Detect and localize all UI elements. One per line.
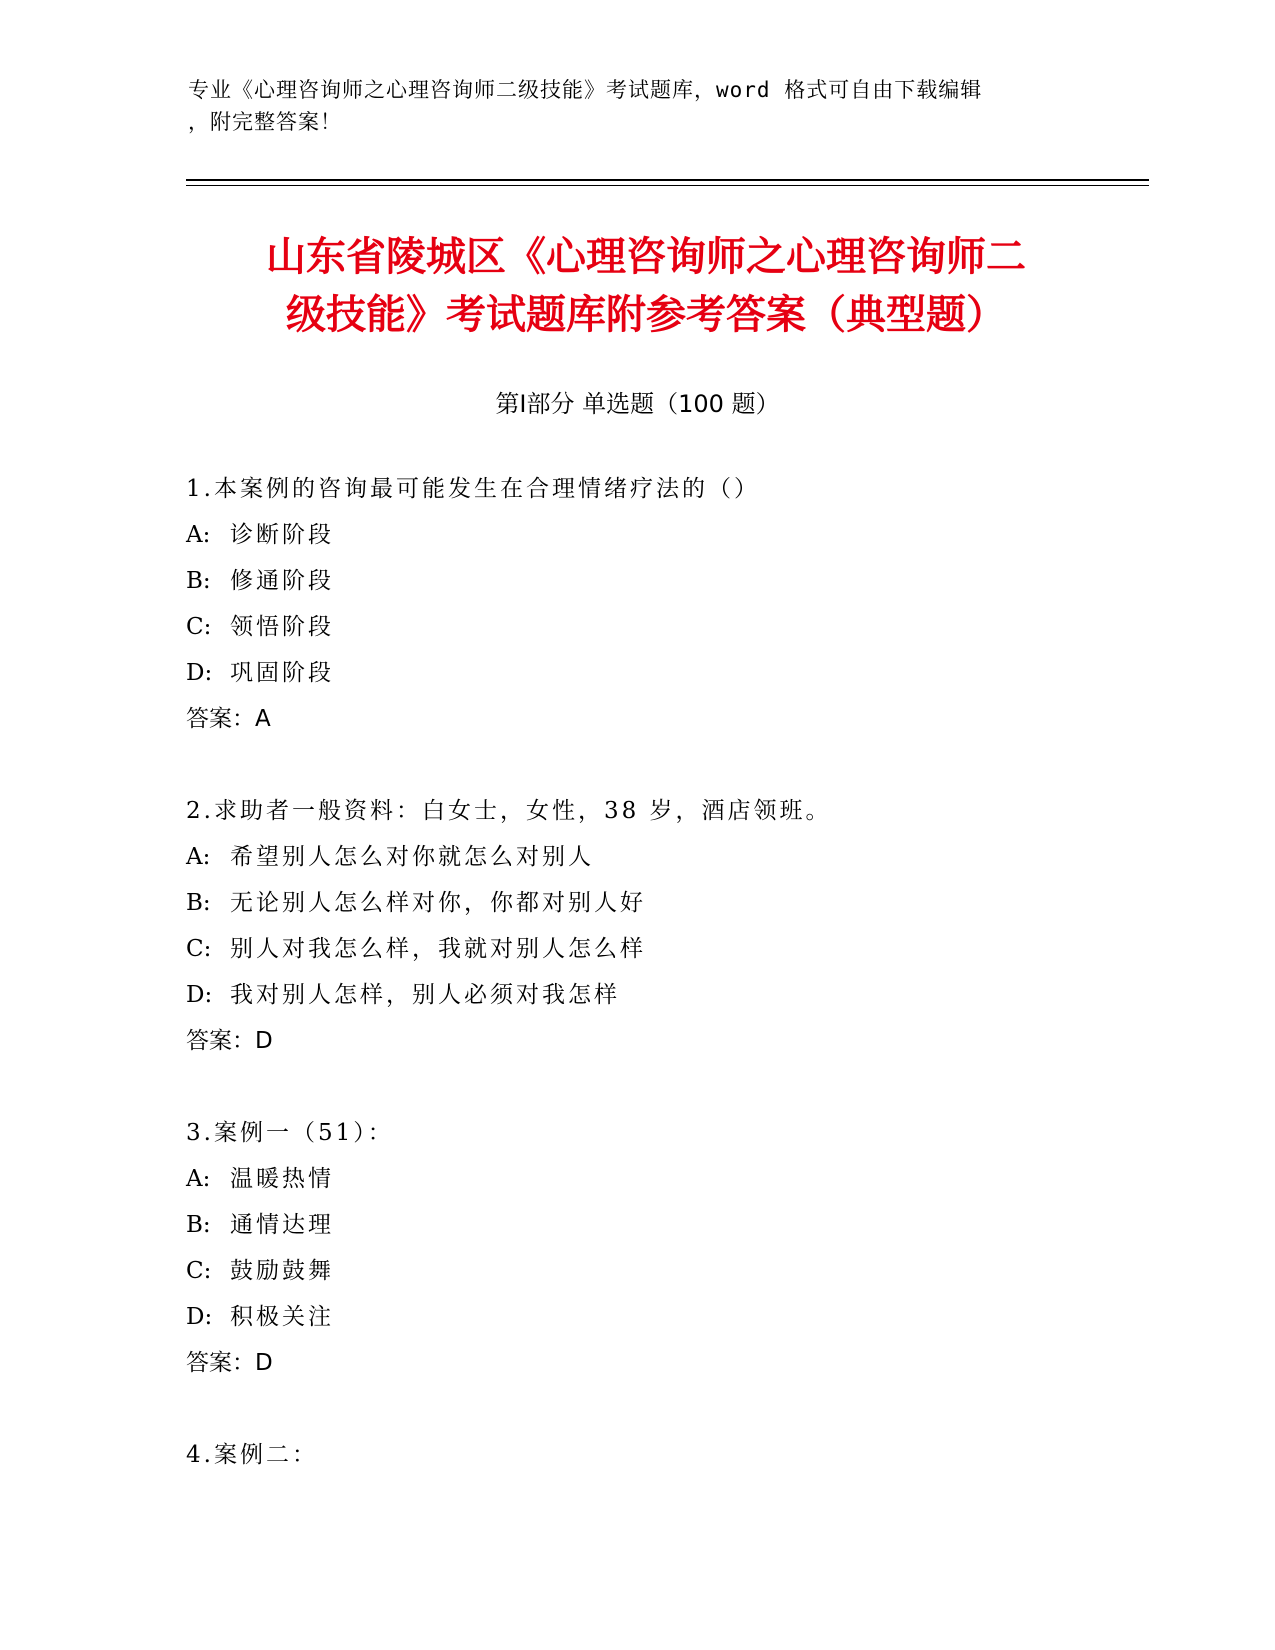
question-3 [186, 1118, 1166, 1394]
option-text: 无论别人怎么样对你，你都对别人好 [230, 890, 646, 916]
header-note-line-2: ，附完整答案！ [188, 110, 342, 134]
header-note-line-1: 专业《心理咨询师之心理咨询师二级技能》考试题库，word 格式可自由下载编辑 [188, 78, 983, 102]
question-stem: 2.求助者一般资料：白女士，女性，38 岁，酒店领班。 [186, 798, 832, 824]
question-stem: 4.案例二： [186, 1442, 318, 1468]
section-title: 第Ⅰ部分 单选题（100 题） [495, 390, 780, 418]
option-letter: A: [186, 522, 211, 548]
question-2 [186, 796, 1166, 1072]
option-a [186, 520, 1166, 566]
option-a [186, 842, 1166, 888]
option-text: 修通阶段 [230, 568, 334, 594]
option-text: 温暖热情 [230, 1166, 334, 1192]
option-text: 积极关注 [230, 1304, 334, 1330]
option-text: 领悟阶段 [230, 614, 334, 640]
option-text: 诊断阶段 [230, 522, 334, 548]
option-text: 我对别人怎样，别人必须对我怎样 [230, 982, 620, 1008]
answer: 答案：D [186, 1350, 273, 1376]
answer: 答案：D [186, 1028, 273, 1054]
document-title-line-2: 级技能》考试题库附参考答案（典型题） [286, 292, 1006, 338]
option-letter: C: [186, 614, 212, 640]
option-b [186, 1210, 1166, 1256]
option-b [186, 888, 1166, 934]
answer: 答案：A [186, 706, 271, 732]
question-4 [186, 1440, 1166, 1486]
option-d [186, 1302, 1166, 1348]
option-letter: D: [186, 660, 213, 686]
option-letter: C: [186, 936, 212, 962]
option-c [186, 612, 1166, 658]
option-letter: D: [186, 982, 213, 1008]
option-text: 希望别人怎么对你就怎么对别人 [230, 844, 594, 870]
option-letter: B: [186, 890, 211, 916]
option-c [186, 934, 1166, 980]
option-letter: D: [186, 1304, 213, 1330]
question-stem: 1.本案例的咨询最可能发生在合理情绪疗法的（） [186, 476, 760, 502]
option-text: 别人对我怎么样，我就对别人怎么样 [230, 936, 646, 962]
header-divider-thin [186, 185, 1149, 186]
option-b [186, 566, 1166, 612]
question-stem: 3.案例一（51）： [186, 1120, 394, 1146]
option-letter: B: [186, 568, 211, 594]
option-letter: C: [186, 1258, 212, 1284]
question-1 [186, 474, 1166, 750]
option-text: 鼓励鼓舞 [230, 1258, 334, 1284]
option-letter: B: [186, 1212, 211, 1238]
option-letter: A: [186, 844, 211, 870]
option-c [186, 1256, 1166, 1302]
option-text: 巩固阶段 [230, 660, 334, 686]
document-title [186, 228, 1106, 344]
option-d [186, 980, 1166, 1026]
option-text: 通情达理 [230, 1212, 334, 1238]
option-a [186, 1164, 1166, 1210]
option-d [186, 658, 1166, 704]
document-title-line-1: 山东省陵城区《心理咨询师之心理咨询师二 [266, 234, 1026, 280]
option-letter: A: [186, 1166, 211, 1192]
header-note [188, 74, 1088, 138]
header-divider-thick [186, 179, 1149, 181]
